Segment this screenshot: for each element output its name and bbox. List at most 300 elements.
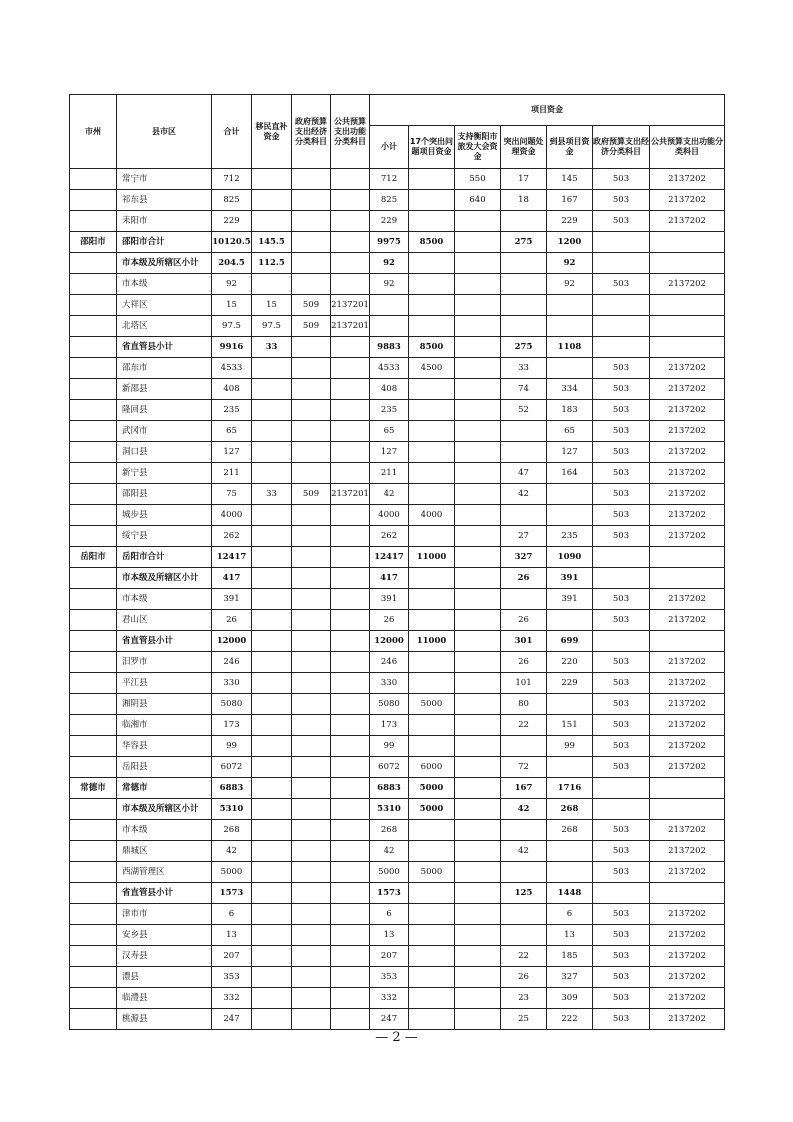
hengyang-cell [455,820,501,841]
total-cell: 204.5 [212,253,252,274]
proj-gov-econ-cell [593,316,650,337]
gov-econ-cell [292,190,331,211]
pub-func-cell [331,358,370,379]
pub-func-cell [331,211,370,232]
hengyang-cell [455,988,501,1009]
total-cell: 353 [212,967,252,988]
gov-econ-cell: 509 [292,295,331,316]
county-cell: 市本级 [117,589,212,610]
city-cell: 邵阳市 [70,232,117,253]
county-proj-cell: 391 [547,589,593,610]
county-cell: 城步县 [117,505,212,526]
pub-func-cell [331,610,370,631]
header-proj-gov-econ: 政府预算支出经济分类科目 [593,126,650,169]
county-cell: 汨罗市 [117,652,212,673]
total-cell: 97.5 [212,316,252,337]
proj-pub-func-cell: 2137202 [650,673,725,694]
total-cell: 4000 [212,505,252,526]
migrant-cell [252,862,292,883]
county-proj-cell [547,841,593,862]
proj-pub-func-cell: 2137202 [650,946,725,967]
hengyang-cell [455,673,501,694]
county-proj-cell: 6 [547,904,593,925]
proj-gov-econ-cell: 503 [593,841,650,862]
subtotal-cell: 332 [370,988,409,1009]
city-cell [70,841,117,862]
urgent-cell: 17 [501,169,547,190]
total-cell: 5310 [212,799,252,820]
pub-func-cell [331,274,370,295]
total-cell: 10120.5 [212,232,252,253]
table-row [70,400,725,421]
county-proj-cell: 92 [547,274,593,295]
hengyang-cell [455,400,501,421]
pub-func-cell: 2137201 [331,295,370,316]
subtotal-cell: 408 [370,379,409,400]
proj-pub-func-cell: 2137202 [650,715,725,736]
hengyang-cell [455,526,501,547]
gov-econ-cell: 509 [292,484,331,505]
migrant-cell [252,841,292,862]
proj-pub-func-cell: 2137202 [650,169,725,190]
table-header [70,95,725,169]
proj-gov-econ-cell: 503 [593,967,650,988]
subtotal-cell: 42 [370,841,409,862]
pub-func-cell [331,988,370,1009]
county-cell: 北塔区 [117,316,212,337]
city-cell [70,295,117,316]
county-proj-cell: 1108 [547,337,593,358]
proj17-cell [409,421,455,442]
city-cell [70,505,117,526]
subtotal-cell: 99 [370,736,409,757]
county-proj-cell [547,295,593,316]
gov-econ-cell [292,169,331,190]
subtotal-cell: 262 [370,526,409,547]
migrant-cell [252,169,292,190]
proj-pub-func-cell: 2137202 [650,610,725,631]
table-row [70,946,725,967]
city-cell [70,610,117,631]
proj-gov-econ-cell: 503 [593,274,650,295]
urgent-cell [501,862,547,883]
county-proj-cell: 1716 [547,778,593,799]
county-proj-cell [547,610,593,631]
total-cell: 173 [212,715,252,736]
pub-func-cell [331,778,370,799]
proj-gov-econ-cell: 503 [593,358,650,379]
header-city: 市州 [70,95,117,169]
total-cell: 417 [212,568,252,589]
total-cell: 408 [212,379,252,400]
migrant-cell [252,610,292,631]
pub-func-cell [331,694,370,715]
proj17-cell [409,904,455,925]
proj-pub-func-cell: 2137202 [650,400,725,421]
city-cell [70,463,117,484]
table-row [70,757,725,778]
proj-gov-econ-cell: 503 [593,925,650,946]
total-cell: 92 [212,274,252,295]
proj17-cell: 8500 [409,337,455,358]
pub-func-cell [331,841,370,862]
gov-econ-cell [292,274,331,295]
county-proj-cell: 164 [547,463,593,484]
proj17-cell [409,652,455,673]
migrant-cell: 97.5 [252,316,292,337]
county-cell: 市本级及所辖区小计 [117,799,212,820]
table-row [70,295,725,316]
proj-gov-econ-cell [593,631,650,652]
gov-econ-cell [292,568,331,589]
table-row [70,274,725,295]
hengyang-cell [455,1009,501,1030]
urgent-cell: 52 [501,400,547,421]
pub-func-cell: 2137201 [331,484,370,505]
hengyang-cell: 640 [455,190,501,211]
proj17-cell: 11000 [409,547,455,568]
hengyang-cell [455,547,501,568]
proj-pub-func-cell [650,547,725,568]
proj17-cell [409,820,455,841]
county-proj-cell: 1200 [547,232,593,253]
county-cell: 岳阳县 [117,757,212,778]
proj-gov-econ-cell: 503 [593,190,650,211]
pub-func-cell [331,736,370,757]
funds-table [69,94,725,1030]
proj-gov-econ-cell: 503 [593,169,650,190]
pub-func-cell [331,169,370,190]
gov-econ-cell [292,589,331,610]
table-row [70,421,725,442]
total-cell: 4533 [212,358,252,379]
header-pub-func: 公共预算支出功能分类科目 [331,95,370,169]
hengyang-cell [455,568,501,589]
county-proj-cell [547,358,593,379]
hengyang-cell [455,253,501,274]
total-cell: 99 [212,736,252,757]
gov-econ-cell [292,925,331,946]
proj-gov-econ-cell [593,568,650,589]
gov-econ-cell [292,211,331,232]
county-proj-cell: 229 [547,211,593,232]
county-proj-cell: 268 [547,799,593,820]
migrant-cell [252,379,292,400]
county-cell: 祁东县 [117,190,212,211]
total-cell: 26 [212,610,252,631]
migrant-cell [252,568,292,589]
migrant-cell [252,694,292,715]
gov-econ-cell: 509 [292,316,331,337]
gov-econ-cell [292,715,331,736]
total-cell: 15 [212,295,252,316]
county-cell: 省直管县小计 [117,337,212,358]
county-cell: 市本级 [117,820,212,841]
proj17-cell [409,253,455,274]
urgent-cell [501,421,547,442]
proj17-cell: 5000 [409,799,455,820]
proj-gov-econ-cell [593,778,650,799]
proj-pub-func-cell [650,883,725,904]
urgent-cell: 72 [501,757,547,778]
urgent-cell: 26 [501,610,547,631]
city-cell [70,190,117,211]
proj-pub-func-cell [650,337,725,358]
proj17-cell [409,988,455,1009]
proj-pub-func-cell: 2137202 [650,190,725,211]
urgent-cell [501,295,547,316]
table-row [70,652,725,673]
migrant-cell [252,904,292,925]
total-cell: 262 [212,526,252,547]
proj-gov-econ-cell: 503 [593,757,650,778]
urgent-cell: 167 [501,778,547,799]
header-proj-pub-func: 公共预算支出功能分类科目 [650,126,725,169]
county-proj-cell: 391 [547,568,593,589]
urgent-cell: 22 [501,946,547,967]
pub-func-cell [331,715,370,736]
proj-pub-func-cell: 2137202 [650,652,725,673]
subtotal-cell: 712 [370,169,409,190]
proj-gov-econ-cell: 503 [593,715,650,736]
table-row [70,904,725,925]
county-cell: 新宁县 [117,463,212,484]
subtotal-row [70,799,725,820]
county-cell: 大祥区 [117,295,212,316]
total-cell: 12417 [212,547,252,568]
subtotal-cell: 353 [370,967,409,988]
urgent-cell: 47 [501,463,547,484]
migrant-cell [252,715,292,736]
proj17-cell [409,568,455,589]
hengyang-cell [455,778,501,799]
county-cell: 岳阳市合计 [117,547,212,568]
subtotal-cell: 42 [370,484,409,505]
subtotal-cell: 391 [370,589,409,610]
total-cell: 75 [212,484,252,505]
city-cell [70,652,117,673]
city-cell [70,316,117,337]
proj17-cell [409,379,455,400]
table-row [70,463,725,484]
gov-econ-cell [292,400,331,421]
urgent-cell: 42 [501,799,547,820]
total-cell: 235 [212,400,252,421]
city-cell [70,1009,117,1030]
subtotal-cell: 4000 [370,505,409,526]
urgent-cell: 327 [501,547,547,568]
subtotal-cell: 825 [370,190,409,211]
county-proj-cell [547,694,593,715]
gov-econ-cell [292,547,331,568]
urgent-cell: 25 [501,1009,547,1030]
pub-func-cell [331,967,370,988]
proj17-cell [409,526,455,547]
proj17-cell [409,946,455,967]
migrant-cell [252,463,292,484]
migrant-cell [252,988,292,1009]
hengyang-cell [455,883,501,904]
proj-gov-econ-cell [593,337,650,358]
proj-pub-func-cell: 2137202 [650,904,725,925]
hengyang-cell [455,694,501,715]
total-cell: 13 [212,925,252,946]
proj17-cell [409,610,455,631]
subtotal-cell: 5080 [370,694,409,715]
city-cell [70,925,117,946]
proj-pub-func-cell: 2137202 [650,820,725,841]
gov-econ-cell [292,736,331,757]
subtotal-cell: 6072 [370,757,409,778]
city-cell [70,421,117,442]
proj-gov-econ-cell: 503 [593,820,650,841]
table-row [70,211,725,232]
table-row [70,715,725,736]
subtotal-cell [370,295,409,316]
proj-pub-func-cell: 2137202 [650,379,725,400]
proj-gov-econ-cell: 503 [593,505,650,526]
county-proj-cell: 334 [547,379,593,400]
county-cell: 临湘市 [117,715,212,736]
subtotal-cell: 5000 [370,862,409,883]
subtotal-row [70,778,725,799]
county-cell: 平江县 [117,673,212,694]
total-cell: 268 [212,820,252,841]
proj-pub-func-cell: 2137202 [650,736,725,757]
proj-pub-func-cell: 2137202 [650,526,725,547]
urgent-cell: 33 [501,358,547,379]
proj17-cell: 4500 [409,358,455,379]
migrant-cell [252,400,292,421]
hengyang-cell [455,610,501,631]
total-cell: 6883 [212,778,252,799]
migrant-cell [252,274,292,295]
city-cell [70,862,117,883]
pub-func-cell [331,379,370,400]
proj-pub-func-cell: 2137202 [650,967,725,988]
migrant-cell [252,547,292,568]
city-cell [70,988,117,1009]
county-proj-cell: 229 [547,673,593,694]
subtotal-cell: 1573 [370,883,409,904]
county-proj-cell: 1090 [547,547,593,568]
subtotal-cell: 246 [370,652,409,673]
city-cell [70,526,117,547]
subtotal-row [70,883,725,904]
proj17-cell [409,484,455,505]
page-number: — 2 — [375,1030,418,1045]
migrant-cell [252,442,292,463]
gov-econ-cell [292,967,331,988]
subtotal-cell: 65 [370,421,409,442]
migrant-cell [252,925,292,946]
table-row [70,190,725,211]
proj-pub-func-cell: 2137202 [650,274,725,295]
proj17-cell [409,211,455,232]
urgent-cell: 27 [501,526,547,547]
subtotal-cell: 235 [370,400,409,421]
gov-econ-cell [292,379,331,400]
pub-func-cell [331,253,370,274]
table-row [70,694,725,715]
urgent-cell: 275 [501,232,547,253]
header-urgent: 突出问题处理资金 [501,126,547,169]
migrant-cell: 33 [252,337,292,358]
proj17-cell [409,316,455,337]
county-cell: 西湖管理区 [117,862,212,883]
hengyang-cell [455,463,501,484]
city-cell: 常德市 [70,778,117,799]
urgent-cell [501,904,547,925]
header-project-funds: 项目资金 [370,95,725,126]
total-cell: 229 [212,211,252,232]
hengyang-cell: 550 [455,169,501,190]
proj-gov-econ-cell: 503 [593,463,650,484]
subtotal-cell: 127 [370,442,409,463]
county-cell: 邵东市 [117,358,212,379]
urgent-cell: 23 [501,988,547,1009]
total-cell: 12000 [212,631,252,652]
table-row [70,925,725,946]
pub-func-cell [331,946,370,967]
proj-pub-func-cell: 2137202 [650,463,725,484]
county-cell: 安乡县 [117,925,212,946]
subtotal-cell: 92 [370,274,409,295]
county-cell: 君山区 [117,610,212,631]
urgent-cell [501,253,547,274]
hengyang-cell [455,442,501,463]
city-cell [70,715,117,736]
proj-gov-econ-cell: 503 [593,736,650,757]
migrant-cell [252,358,292,379]
gov-econ-cell [292,862,331,883]
migrant-cell [252,190,292,211]
proj17-cell [409,673,455,694]
subtotal-cell: 417 [370,568,409,589]
total-cell: 6072 [212,757,252,778]
table-row [70,379,725,400]
total-cell: 712 [212,169,252,190]
proj-pub-func-cell: 2137202 [650,1009,725,1030]
proj-gov-econ-cell: 503 [593,442,650,463]
proj-pub-func-cell: 2137202 [650,589,725,610]
urgent-cell [501,925,547,946]
county-proj-cell: 185 [547,946,593,967]
pub-func-cell [331,631,370,652]
proj-gov-econ-cell: 503 [593,904,650,925]
county-cell: 洞口县 [117,442,212,463]
city-cell [70,358,117,379]
pub-func-cell [331,862,370,883]
hengyang-cell [455,925,501,946]
proj-gov-econ-cell: 503 [593,1009,650,1030]
proj-pub-func-cell: 2137202 [650,211,725,232]
migrant-cell [252,883,292,904]
gov-econ-cell [292,337,331,358]
total-cell: 207 [212,946,252,967]
proj-pub-func-cell: 2137202 [650,421,725,442]
hengyang-cell [455,904,501,925]
proj17-cell [409,1009,455,1030]
city-cell [70,799,117,820]
urgent-cell [501,211,547,232]
subtotal-cell: 330 [370,673,409,694]
city-cell [70,568,117,589]
table-row [70,820,725,841]
table-row [70,967,725,988]
proj-pub-func-cell [650,253,725,274]
pub-func-cell [331,1009,370,1030]
